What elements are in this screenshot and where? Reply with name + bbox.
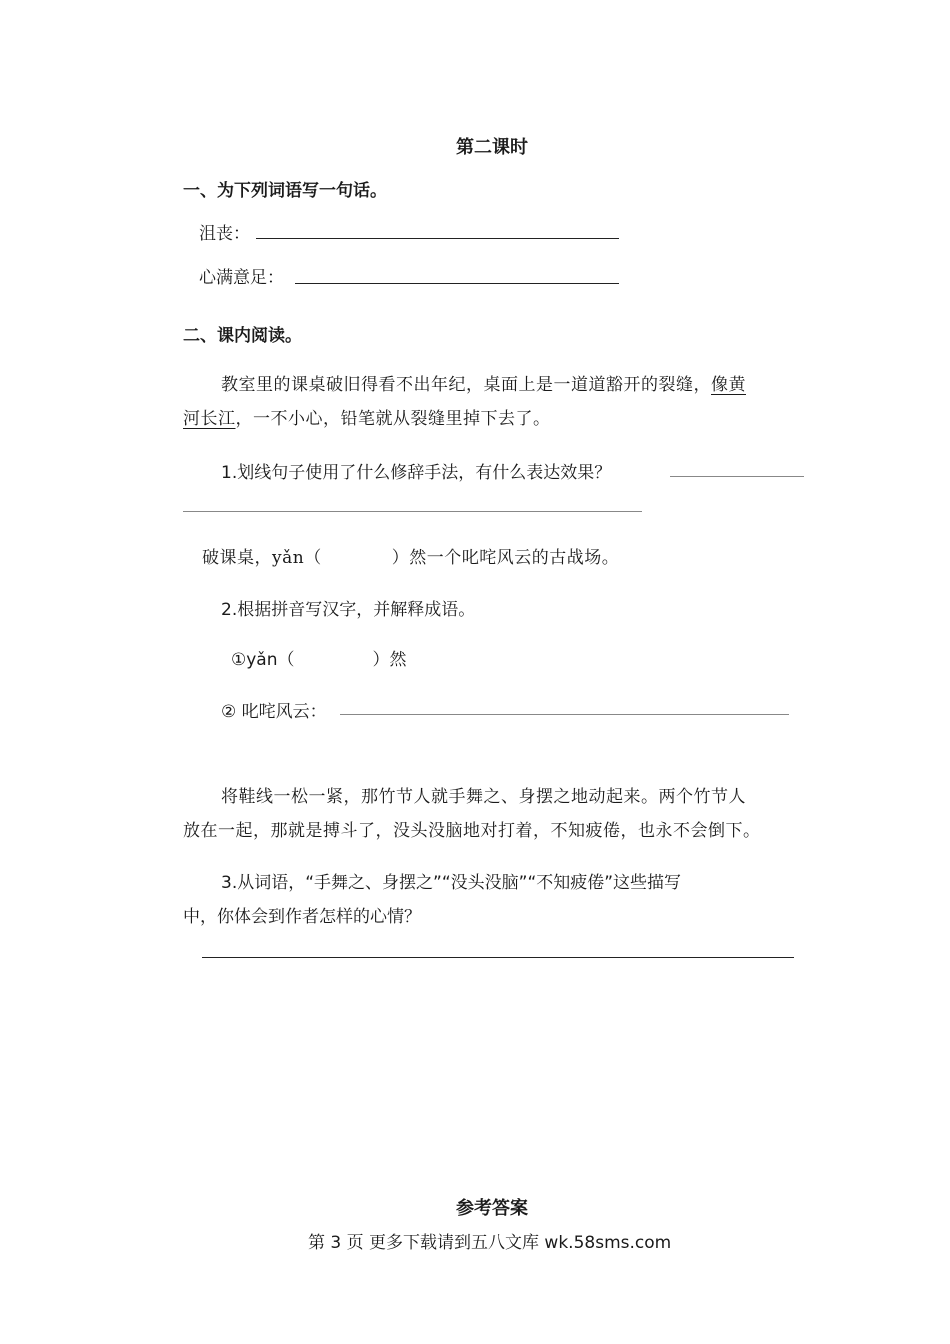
- sentence-post: ）然一个叱咤风云的古战场。: [391, 548, 620, 568]
- answer-line-q1-a[interactable]: [670, 476, 804, 477]
- sentence-pre: 破课桌，yǎn（: [202, 548, 322, 568]
- question-3-line1: 3.从词语，“手舞之、身摆之”“没头没脑”“不知疲倦”这些描写: [221, 873, 682, 893]
- question-3-line2: 中，你体会到作者怎样的心情？: [183, 907, 421, 927]
- page-footer: 第 3 页 更多下载请到五八文库 wk.58sms.com: [308, 1233, 672, 1253]
- answer-line-q3[interactable]: [202, 957, 794, 958]
- answers-heading: 参考答案: [456, 1198, 528, 1219]
- answer-line-q2b[interactable]: [340, 714, 789, 715]
- q2a-pre: ①yǎn（: [231, 650, 295, 670]
- section1-heading: 一、为下列词语写一句话。: [183, 181, 387, 201]
- question-2a: [231, 645, 407, 670]
- passage1-line2-text: ，一不小心，铅笔就从裂缝里掉下去了。: [235, 409, 551, 429]
- page-title: 第二课时: [456, 137, 528, 158]
- q2a-post: ）然: [372, 650, 407, 670]
- passage1-line1: [221, 370, 746, 395]
- passage2-line1: 将鞋线一松一紧，那竹节人就手舞之、身摆之地动起来。两个竹节人: [221, 787, 746, 807]
- answer-line-q1-b[interactable]: [183, 511, 642, 512]
- passage2-line2: 放在一起，那就是搏斗了，没头没脑地对打着，不知疲倦，也永不会倒下。: [183, 821, 761, 841]
- word-xinmanyizu-label: 心满意足：: [199, 268, 284, 288]
- answer-line-xinmanyizu[interactable]: [295, 283, 619, 284]
- question-1: 1.划线句子使用了什么修辞手法，有什么表达效果？: [221, 463, 612, 483]
- passage1-line1-text: 教室里的课桌破旧得看不出年纪，桌面上是一道道豁开的裂缝，: [221, 375, 711, 395]
- word-jusang-label: 沮丧：: [199, 224, 250, 244]
- passage1-line2: [183, 404, 551, 429]
- question-2: 2.根据拼音写汉字，并解释成语。: [221, 600, 476, 620]
- question-2b: ② 叱咤风云：: [221, 702, 327, 722]
- underlined-phrase-part1: 像黄: [711, 375, 746, 395]
- section2-heading: 二、课内阅读。: [183, 326, 302, 346]
- underlined-phrase-part2: 河长江: [183, 409, 236, 429]
- answer-line-jusang[interactable]: [256, 238, 619, 239]
- sentence-line: [202, 543, 619, 568]
